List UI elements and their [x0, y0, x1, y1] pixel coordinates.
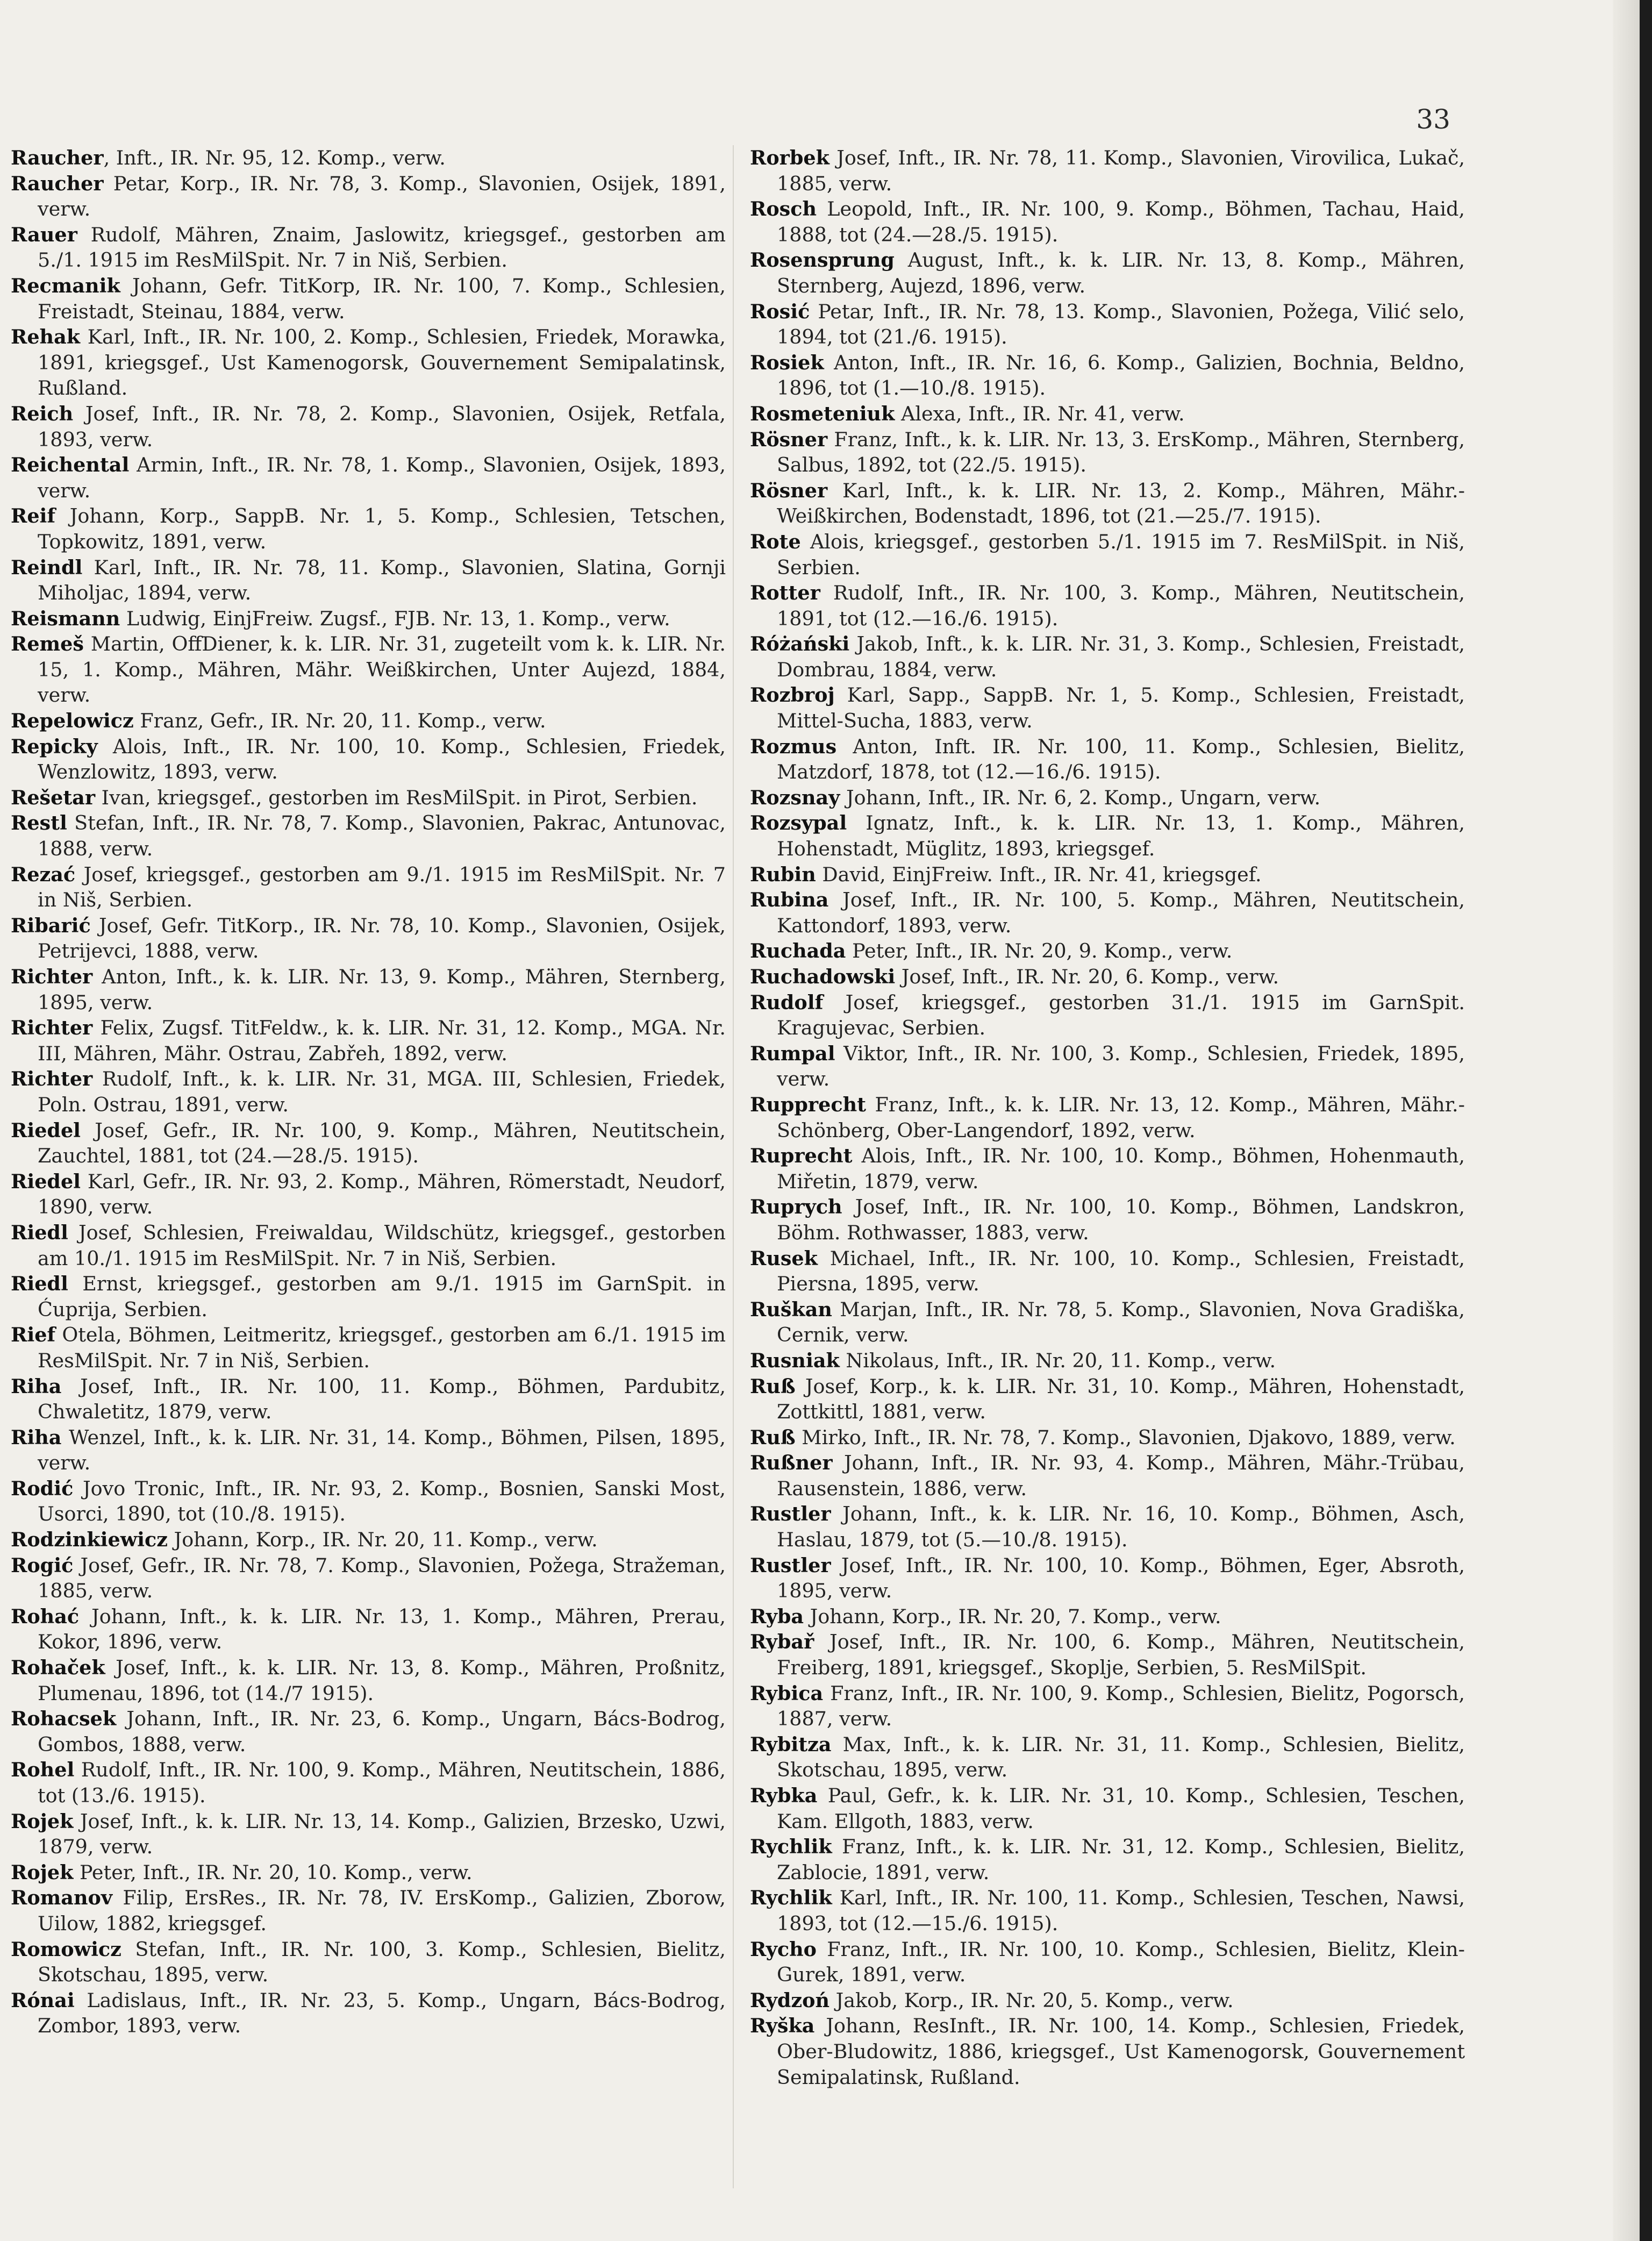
entry-surname: Rojek	[11, 1860, 74, 1884]
roster-entry	[11, 1220, 726, 1271]
entry-details: Martin, OffDiener, k. k. LIR. Nr. 31, zugeteilt vom k. k. LIR. Nr. 15, 1. Komp., Mähren, Mähr. Weißkirchen, Unter Aujezd, 1884, verw.	[38, 632, 726, 707]
entry-details: Josef, Gefr. TitKorp., IR. Nr. 78, 10. Komp., Slavonien, Osijek, Petrijevci, 1888, verw.	[38, 913, 726, 963]
entry-surname: Recmanik	[11, 274, 120, 297]
roster-entry	[750, 1143, 1465, 1194]
roster-entry	[11, 222, 726, 273]
roster-entry	[11, 1655, 726, 1706]
entry-surname: Rozsnay	[750, 786, 840, 809]
entry-details: Ladislaus, Inft., IR. Nr. 23, 5. Komp., Ungarn, Bács-Bodrog, Zombor, 1893, verw.	[38, 1988, 726, 2038]
entry-surname: Rupprecht	[750, 1093, 866, 1116]
entry-surname: Ruprych	[750, 1195, 842, 1219]
roster-entry	[11, 1066, 726, 1117]
entry-details: Max, Inft., k. k. LIR. Nr. 31, 11. Komp., Schlesien, Bielitz, Skotschau, 1895, verw.	[777, 1732, 1465, 1782]
entry-surname: Rote	[750, 530, 801, 553]
roster-entry	[11, 1118, 726, 1169]
roster-entry	[11, 1553, 726, 1604]
entry-details: Johann, ResInft., IR. Nr. 100, 14. Komp., Schlesien, Friedek, Ober-Bludowitz, 1886, kriegsgef., Ust Kamenogorsk, Gouvernement Semipalatinsk, Rußland.	[777, 2014, 1465, 2089]
entry-details: Johann, Gefr. TitKorp, IR. Nr. 100, 7. Komp., Schlesien, Freistadt, Steinau, 1884, verw.	[38, 274, 726, 323]
page-number: 33	[1416, 104, 1450, 135]
entry-details: Wenzel, Inft., k. k. LIR. Nr. 31, 14. Komp., Böhmen, Pilsen, 1895, verw.	[38, 1425, 726, 1475]
entry-details: Josef, Gefr., IR. Nr. 100, 9. Komp., Mähren, Neutitschein, Zauchtel, 1881, tot (24.—28./5. 1915).	[38, 1118, 726, 1168]
roster-entry	[11, 452, 726, 503]
roster-entry	[750, 1297, 1465, 1348]
entry-surname: Ruškan	[750, 1297, 832, 1321]
entry-surname: Rybař	[750, 1630, 814, 1654]
roster-entry	[750, 1553, 1465, 1604]
entry-surname: Rybica	[750, 1681, 824, 1705]
roster-entry	[750, 810, 1465, 861]
roster-entry	[750, 734, 1465, 785]
roster-entry	[750, 1783, 1465, 1834]
roster-entry	[750, 682, 1465, 733]
roster-entry	[750, 887, 1465, 938]
entry-details: Josef, Schlesien, Freiwaldau, Wildschütz, kriegsgef., gestorben am 10./1. 1915 im ResMilSpit. Nr. 7 in Niš, Serbien.	[38, 1221, 726, 1270]
entry-surname: Ribarić	[11, 913, 91, 937]
entry-details: Josef, kriegsgef., gestorben am 9./1. 1915 im ResMilSpit. Nr. 7 in Niš, Serbien.	[38, 862, 726, 912]
entry-details: Franz, Inft., IR. Nr. 100, 10. Komp., Schlesien, Bielitz, Klein-Gurek, 1891, verw.	[777, 1937, 1465, 1987]
roster-entry	[11, 324, 726, 401]
entry-details: Filip, ErsRes., IR. Nr. 78, IV. ErsKomp., Galizien, Zborow, Uilow, 1882, kriegsgef.	[38, 1886, 726, 1935]
entry-surname: Rozmus	[750, 734, 837, 758]
roster-entry	[11, 708, 726, 734]
roster-entry	[750, 1041, 1465, 1092]
entry-details: Ivan, kriegsgef., gestorben im ResMilSpit. in Pirot, Serbien.	[95, 786, 698, 809]
roster-entry	[11, 171, 726, 222]
entry-details: Ignatz, Inft., k. k. LIR. Nr. 13, 1. Komp., Mähren, Hohenstadt, Müglitz, 1893, kriegsgef.	[777, 811, 1465, 861]
entry-details: Franz, Inft., k. k. LIR. Nr. 13, 3. ErsKomp., Mähren, Sternberg, Salbus, 1892, tot (22./5. 1915).	[777, 427, 1465, 477]
roster-entry	[750, 145, 1465, 196]
roster-entry	[750, 1348, 1465, 1374]
roster-entry	[11, 1757, 726, 1808]
entry-details: Petar, Inft., IR. Nr. 78, 13. Komp., Slavonien, Požega, Vilić selo, 1894, tot (21./6. 1915).	[777, 299, 1465, 349]
roster-entry	[750, 478, 1465, 529]
entry-details: Rudolf, Inft., IR. Nr. 100, 9. Komp., Mähren, Neutitschein, 1886, tot (13./6. 1915).	[38, 1758, 726, 1807]
roster-entry	[11, 1937, 726, 1988]
roster-entry	[11, 1885, 726, 1936]
entry-details: Josef, kriegsgef., gestorben 31./1. 1915 im GarnSpit. Kragujevac, Serbien.	[777, 990, 1465, 1040]
roster-entry	[750, 1450, 1465, 1501]
entry-surname: Riedl	[11, 1272, 68, 1296]
entry-details: Josef, Inft., IR. Nr. 100, 10. Komp., Böhmen, Eger, Absroth, 1895, verw.	[777, 1553, 1465, 1603]
entry-details: Johann, Inft., k. k. LIR. Nr. 13, 1. Komp., Mähren, Prerau, Kokor, 1896, verw.	[38, 1604, 726, 1654]
entry-surname: Rosmeteniuk	[750, 402, 895, 425]
roster-entry	[11, 913, 726, 964]
entry-details: Franz, Inft., k. k. LIR. Nr. 31, 12. Komp., Schlesien, Bielitz, Zablocie, 1891, verw.	[777, 1835, 1465, 1884]
entry-surname: Ruchada	[750, 939, 846, 963]
entry-surname: Rohać	[11, 1604, 80, 1628]
entry-details: Peter, Inft., IR. Nr. 20, 10. Komp., verw.	[73, 1860, 473, 1884]
roster-entry	[750, 1681, 1465, 1732]
entry-details: Johann, Korp., IR. Nr. 20, 11. Komp., verw.	[167, 1528, 598, 1552]
entry-surname: Rohaček	[11, 1656, 105, 1680]
entry-details: Rudolf, Mähren, Znaim, Jaslowitz, kriegsgef., gestorben am 5./1. 1915 im ResMilSpit. Nr. 7 in Niš, Serbien.	[38, 223, 726, 272]
roster-entry	[11, 1604, 726, 1655]
roster-entry	[11, 1271, 726, 1322]
roster-entry	[750, 350, 1465, 401]
roster-entry	[11, 1988, 726, 2039]
roster-entry	[750, 1425, 1465, 1451]
entry-details: Johann, Inft., IR. Nr. 6, 2. Komp., Ungarn, verw.	[840, 786, 1321, 809]
roster-entry	[750, 401, 1465, 427]
right-column	[750, 145, 1465, 2188]
entry-surname: Ryba	[750, 1604, 804, 1628]
roster-entry	[750, 1374, 1465, 1425]
entry-surname: Riha	[11, 1374, 62, 1398]
entry-details: Josef, Inft., IR. Nr. 100, 5. Komp., Mähren, Neutitschein, Kattondorf, 1893, verw.	[777, 888, 1465, 937]
entry-surname: Rychlik	[750, 1835, 832, 1859]
roster-entry	[11, 1425, 726, 1476]
entry-surname: Remeš	[11, 632, 84, 656]
entry-surname: Rusniak	[750, 1348, 840, 1372]
entry-surname: Romanov	[11, 1886, 113, 1910]
entry-surname: Rydzoń	[750, 1988, 830, 2012]
roster-entry	[750, 1194, 1465, 1245]
entry-surname: Reindl	[11, 555, 83, 579]
entry-details: Josef, Inft., IR. Nr. 100, 6. Komp., Mähren, Neutitschein, Freiberg, 1891, kriegsgef., Skoplje, Serbien, 5. ResMilSpit.	[777, 1630, 1465, 1680]
roster-entry	[750, 1092, 1465, 1143]
entry-details: Michael, Inft., IR. Nr. 100, 10. Komp., Schlesien, Freistadt, Piersna, 1895, verw.	[777, 1246, 1465, 1296]
roster-entry	[750, 1732, 1465, 1783]
entry-surname: Richter	[11, 965, 93, 988]
entry-surname: Rorbek	[750, 146, 829, 169]
entry-surname: Rudolf	[750, 990, 824, 1014]
roster-entry	[750, 2013, 1465, 2090]
entry-details: Armin, Inft., IR. Nr. 78, 1. Komp., Slavonien, Osijek, 1893, verw.	[38, 453, 726, 502]
entry-surname: Rief	[11, 1323, 56, 1347]
entry-details: Jovo Tronic, Inft., IR. Nr. 93, 2. Komp., Bosnien, Sanski Most, Usorci, 1890, tot (10./8. 1915).	[38, 1476, 726, 1526]
entry-details: Franz, Inft., IR. Nr. 100, 9. Komp., Schlesien, Bielitz, Pogorsch, 1887, verw.	[777, 1681, 1465, 1731]
entry-surname: Ruprecht	[750, 1144, 853, 1168]
entry-details: Karl, Inft., IR. Nr. 100, 2. Komp., Schlesien, Friedek, Morawka, 1891, kriegsgef., Ust Kamenogorsk, Gouvernement Semipalatinsk, Rußland.	[38, 325, 726, 400]
roster-entry	[750, 529, 1465, 580]
entry-surname: Rosensprung	[750, 248, 895, 272]
entry-surname: Rustler	[750, 1502, 831, 1526]
roster-entry	[11, 606, 726, 632]
entry-surname: Rusek	[750, 1246, 818, 1270]
entry-surname: Rustler	[750, 1553, 831, 1577]
entry-details: Mirko, Inft., IR. Nr. 78, 7. Komp., Slavonien, Djakovo, 1889, verw.	[795, 1425, 1456, 1449]
entry-surname: Różański	[750, 632, 850, 656]
entry-details: David, EinjFreiw. Inft., IR. Nr. 41, kriegsgef.	[816, 862, 1262, 886]
entry-surname: Rohel	[11, 1758, 75, 1782]
roster-entry	[11, 273, 726, 324]
entry-surname: Reich	[11, 402, 74, 425]
entry-details: Petar, Korp., IR. Nr. 78, 3. Komp., Slavonien, Osijek, 1891, verw.	[38, 172, 726, 221]
entry-surname: Reismann	[11, 606, 120, 630]
roster-entry	[750, 580, 1465, 631]
entry-details: Jakob, Inft., k. k. LIR. Nr. 31, 3. Komp., Schlesien, Freistadt, Dombrau, 1884, verw.	[777, 632, 1465, 681]
entry-surname: Rogić	[11, 1553, 74, 1577]
entry-details: Franz, Gefr., IR. Nr. 20, 11. Komp., verw.	[133, 709, 546, 733]
roster-entry	[750, 631, 1465, 682]
roster-entry	[11, 631, 726, 708]
roster-entry	[11, 1476, 726, 1527]
entry-details: Rudolf, Inft., IR. Nr. 100, 3. Komp., Mähren, Neutitschein, 1891, tot (12.—16./6. 1915).	[777, 581, 1465, 630]
roster-entry	[11, 1527, 726, 1553]
entry-surname: Rehak	[11, 325, 81, 349]
entry-details: Ernst, kriegsgef., gestorben am 9./1. 1915 im GarnSpit. in Ćuprija, Serbien.	[38, 1272, 726, 1321]
roster-entry	[11, 1169, 726, 1220]
entry-details: Franz, Inft., k. k. LIR. Nr. 13, 12. Komp., Mähren, Mähr.-Schönberg, Ober-Langendorf, 1892, verw.	[777, 1093, 1465, 1142]
entry-surname: Rußner	[750, 1451, 833, 1475]
entry-details: Josef, Inft., IR. Nr. 78, 11. Komp., Slavonien, Virovilica, Lukač, 1885, verw.	[777, 146, 1465, 195]
entry-details: Marjan, Inft., IR. Nr. 78, 5. Komp., Slavonien, Nova Gradiška, Cernik, verw.	[777, 1297, 1465, 1347]
roster-entry	[11, 401, 726, 452]
entry-surname: Riedl	[11, 1221, 68, 1244]
roster-entry	[11, 1374, 726, 1425]
entry-details: Otela, Böhmen, Leitmeritz, kriegsgef., gestorben am 6./1. 1915 im ResMilSpit. Nr. 7 in Niš, Serbien.	[38, 1323, 726, 1372]
entry-details: Viktor, Inft., IR. Nr. 100, 3. Komp., Schlesien, Friedek, 1895, verw.	[777, 1041, 1465, 1091]
entry-details: Josef, Inft., IR. Nr. 78, 2. Komp., Slavonien, Osijek, Retfala, 1893, verw.	[38, 402, 726, 451]
entry-surname: Romowicz	[11, 1937, 121, 1961]
entry-details: Nikolaus, Inft., IR. Nr. 20, 11. Komp., verw.	[839, 1348, 1276, 1372]
entry-details: , Inft., IR. Nr. 95, 12. Komp., verw.	[103, 146, 446, 169]
column-divider	[733, 145, 734, 2188]
entry-surname: Rosch	[750, 197, 817, 221]
entry-surname: Rybitza	[750, 1732, 832, 1756]
roster-entry	[750, 1885, 1465, 1936]
entry-surname: Rezać	[11, 862, 76, 886]
roster-entry	[750, 1988, 1465, 2014]
entry-surname: Rycho	[750, 1937, 817, 1961]
roster-entry	[11, 503, 726, 554]
roster-entry	[750, 1629, 1465, 1680]
entry-surname: Rotter	[750, 581, 820, 605]
entry-details: Anton, Inft. IR. Nr. 100, 11. Komp., Schlesien, Bielitz, Matzdorf, 1878, tot (12.—16./6. 1915).	[777, 734, 1465, 784]
left-column	[11, 145, 726, 2188]
roster-entry	[750, 785, 1465, 811]
entry-surname: Rosić	[750, 299, 810, 323]
entry-details: Josef, Korp., k. k. LIR. Nr. 31, 10. Komp., Mähren, Hohenstadt, Zottkittl, 1881, verw.	[777, 1374, 1465, 1424]
entry-details: Felix, Zugsf. TitFeldw., k. k. LIR. Nr. 31, 12. Komp., MGA. Nr. III, Mähren, Mähr. Ostrau, Zabřeh, 1892, verw.	[38, 1016, 726, 1065]
entry-details: Ludwig, EinjFreiw. Zugsf., FJB. Nr. 13, 1. Komp., verw.	[120, 606, 670, 630]
entry-details: Johann, Inft., IR. Nr. 23, 6. Komp., Ungarn, Bács-Bodrog, Gombos, 1888, verw.	[38, 1707, 726, 1756]
entry-details: Josef, Inft., IR. Nr. 100, 10. Komp., Böhmen, Landskron, Böhm. Rothwasser, 1883, verw.	[777, 1195, 1465, 1244]
entry-surname: Riedel	[11, 1118, 81, 1142]
roster-entry	[750, 1604, 1465, 1630]
entry-details: Alois, kriegsgef., gestorben 5./1. 1915 im 7. ResMilSpit. in Niš, Serbien.	[777, 530, 1465, 579]
roster-entry	[750, 196, 1465, 247]
entry-details: Stefan, Inft., IR. Nr. 78, 7. Komp., Slavonien, Pakrac, Antunovac, 1888, verw.	[38, 811, 726, 861]
entry-surname: Rónai	[11, 1988, 75, 2012]
roster-entry	[11, 785, 726, 811]
entry-surname: Rubina	[750, 888, 829, 912]
entry-surname: Ruß	[750, 1374, 796, 1398]
entry-details: Johann, Korp., IR. Nr. 20, 7. Komp., verw.	[804, 1604, 1221, 1628]
roster-entry	[11, 1322, 726, 1373]
entry-details: Rudolf, Inft., k. k. LIR. Nr. 31, MGA. III, Schlesien, Friedek, Poln. Ostrau, 1891, verw.	[38, 1067, 726, 1116]
entry-surname: Raucher	[11, 146, 104, 169]
entry-surname: Rösner	[750, 427, 828, 451]
roster-entry	[11, 555, 726, 606]
entry-details: Johann, Inft., k. k. LIR. Nr. 16, 10. Komp., Böhmen, Asch, Haslau, 1879, tot (5.—10./8. 1915).	[777, 1502, 1465, 1552]
entry-surname: Rybka	[750, 1784, 818, 1807]
entry-surname: Richter	[11, 1067, 93, 1091]
roster-entry	[11, 734, 726, 785]
entry-surname: Rozbroj	[750, 683, 835, 707]
roster-entry	[750, 1246, 1465, 1297]
roster-entry	[750, 1834, 1465, 1885]
entry-surname: Reif	[11, 504, 56, 528]
roster-entry	[750, 299, 1465, 350]
entry-surname: Rychlik	[750, 1886, 832, 1910]
entry-details: Josef, Gefr., IR. Nr. 78, 7. Komp., Slavonien, Požega, Stražeman, 1885, verw.	[38, 1553, 726, 1603]
roster-entry	[750, 938, 1465, 964]
roster-entry	[750, 427, 1465, 478]
entry-surname: Reichental	[11, 453, 130, 477]
roster-entry	[750, 964, 1465, 990]
entry-surname: Rumpal	[750, 1041, 835, 1065]
entry-details: Karl, Inft., k. k. LIR. Nr. 13, 2. Komp., Mähren, Mähr.-Weißkirchen, Bodenstadt, 1896, tot (21.—25./7. 1915).	[777, 479, 1465, 528]
entry-surname: Rodić	[11, 1476, 74, 1500]
entry-surname: Ryška	[750, 2014, 815, 2038]
page-edge	[1613, 0, 1640, 2241]
roster-entry	[11, 1706, 726, 1757]
entry-details: Josef, Inft., IR. Nr. 100, 11. Komp., Böhmen, Pardubitz, Chwaletitz, 1879, verw.	[38, 1374, 726, 1424]
entry-details: Peter, Inft., IR. Nr. 20, 9. Komp., verw.	[846, 939, 1233, 963]
entry-details: Paul, Gefr., k. k. LIR. Nr. 31, 10. Komp., Schlesien, Teschen, Kam. Ellgoth, 1883, verw.	[777, 1784, 1465, 1833]
roster-entry	[11, 1015, 726, 1066]
entry-details: Karl, Inft., IR. Nr. 78, 11. Komp., Slavonien, Slatina, Gornji Miholjac, 1894, verw.	[38, 555, 726, 605]
entry-details: Anton, Inft., k. k. LIR. Nr. 13, 9. Komp., Mähren, Sternberg, 1895, verw.	[38, 965, 726, 1014]
entry-details: Josef, Inft., k. k. LIR. Nr. 13, 8. Komp., Mähren, Proßnitz, Plumenau, 1896, tot (14./7 1915).	[38, 1656, 726, 1705]
roster-entry	[750, 862, 1465, 888]
entry-surname: Repelowicz	[11, 709, 134, 733]
entry-details: Johann, Inft., IR. Nr. 93, 4. Komp., Mähren, Mähr.-Trübau, Rausenstein, 1886, verw.	[777, 1451, 1465, 1500]
entry-details: Josef, Inft., k. k. LIR. Nr. 13, 14. Komp., Galizien, Brzesko, Uzwi, 1879, verw.	[38, 1809, 726, 1859]
entry-surname: Rešetar	[11, 786, 96, 809]
entry-surname: Restl	[11, 811, 67, 835]
roster-entry	[750, 1937, 1465, 1988]
roster-entry	[11, 1860, 726, 1886]
roster-entry	[11, 964, 726, 1015]
roster-entry	[750, 1501, 1465, 1552]
entry-details: Karl, Sapp., SappB. Nr. 1, 5. Komp., Schlesien, Freistadt, Mittel-Sucha, 1883, verw.	[777, 683, 1465, 733]
entry-surname: Riedel	[11, 1169, 81, 1193]
entry-details: Jakob, Korp., IR. Nr. 20, 5. Komp., verw.	[829, 1988, 1234, 2012]
entry-surname: Repicky	[11, 734, 98, 758]
roster-entry	[750, 247, 1465, 298]
roster-entry	[11, 1809, 726, 1860]
entry-surname: Rojek	[11, 1809, 74, 1833]
entry-surname: Rosiek	[750, 351, 824, 374]
entry-surname: Rauer	[11, 223, 77, 246]
entry-surname: Ruchadowski	[750, 965, 896, 988]
entry-surname: Rubin	[750, 862, 816, 886]
entry-details: Johann, Korp., SappB. Nr. 1, 5. Komp., Schlesien, Tetschen, Topkowitz, 1891, verw.	[38, 504, 726, 553]
entry-surname: Richter	[11, 1016, 93, 1040]
entry-details: Anton, Inft., IR. Nr. 16, 6. Komp., Galizien, Bochnia, Beldno, 1896, tot (1.—10./8. 1915).	[777, 351, 1465, 400]
roster-entry	[11, 810, 726, 861]
roster-entry	[11, 145, 726, 171]
entry-surname: Rozsypal	[750, 811, 847, 835]
entry-details: Josef, Inft., IR. Nr. 20, 6. Komp., verw.	[895, 965, 1279, 988]
entry-details: Alois, Inft., IR. Nr. 100, 10. Komp., Böhmen, Hohenmauth, Miřetin, 1879, verw.	[777, 1144, 1465, 1193]
roster-entry	[750, 990, 1465, 1041]
entry-details: Alois, Inft., IR. Nr. 100, 10. Komp., Schlesien, Friedek, Wenzlowitz, 1893, verw.	[38, 734, 726, 784]
entry-surname: Rösner	[750, 479, 828, 502]
roster-entry	[11, 862, 726, 913]
entry-details: Leopold, Inft., IR. Nr. 100, 9. Komp., Böhmen, Tachau, Haid, 1888, tot (24.—28./5. 1915).	[777, 197, 1465, 246]
entry-details: August, Inft., k. k. LIR. Nr. 13, 8. Komp., Mähren, Sternberg, Aujezd, 1896, verw.	[777, 248, 1465, 297]
entry-details: Alexa, Inft., IR. Nr. 41, verw.	[895, 402, 1185, 425]
entry-details: Stefan, Inft., IR. Nr. 100, 3. Komp., Schlesien, Bielitz, Skotschau, 1895, verw.	[38, 1937, 726, 1987]
entry-details: Karl, Gefr., IR. Nr. 93, 2. Komp., Mähren, Römerstadt, Neudorf, 1890, verw.	[38, 1169, 726, 1219]
entry-surname: Riha	[11, 1425, 62, 1449]
entry-surname: Rohacsek	[11, 1707, 117, 1731]
entry-surname: Rodzinkiewicz	[11, 1528, 168, 1552]
entry-surname: Ruß	[750, 1425, 796, 1449]
entry-surname: Raucher	[11, 172, 104, 195]
entry-details: Karl, Inft., IR. Nr. 100, 11. Komp., Schlesien, Teschen, Nawsi, 1893, tot (12.—15./6. 1915).	[777, 1886, 1465, 1935]
